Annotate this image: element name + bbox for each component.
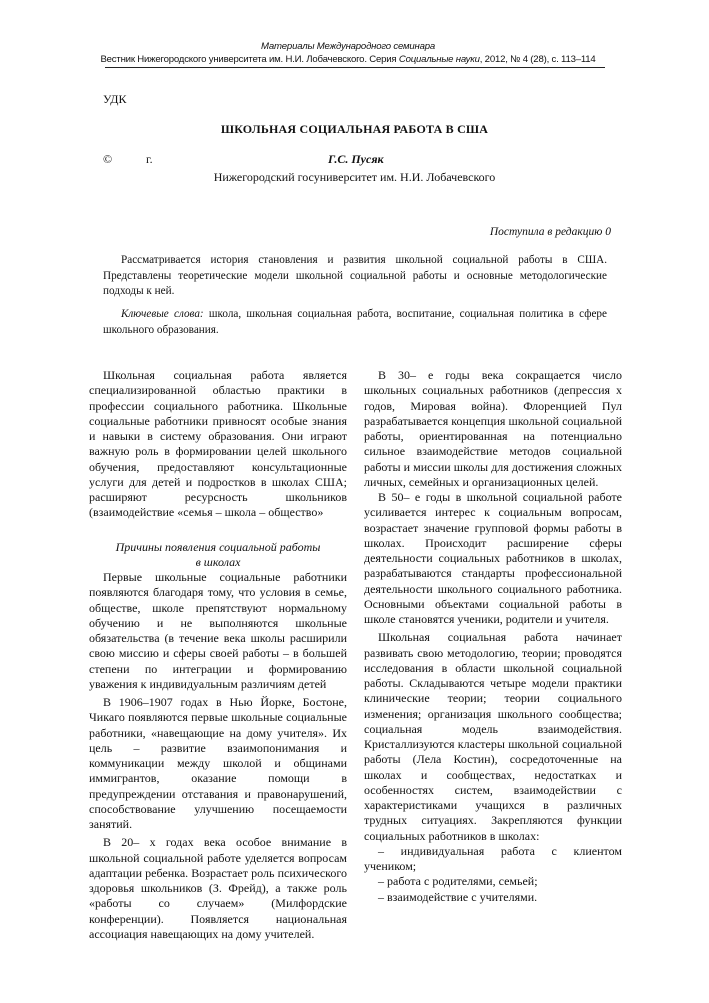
list-item: – индивидуальная работа с клиентом учеником; [364,843,622,873]
citation-prefix: Вестник Нижегородского университета им. Н.И. Лобачевского. Серия [100,54,399,65]
article-title: ШКОЛЬНАЯ СОЦИАЛЬНАЯ РАБОТА В США [220,122,489,136]
section-heading-line: в школах [195,554,241,569]
abstract: Рассматривается история становления и развития школьной социальной работы в США. Представлены теоретические модели школьной социальной работы и основные методологические подходы к ней. [103,254,607,298]
keywords [103,307,607,338]
paragraph: В 1906–1907 годах в Нью Йорке, Бостоне, Чикаго появляются первые школьные социальные работники, «навещающие на дому учителя». Их цель – развитие взаимопонимания и коммуникации между школой и общинами иммигрантов, оказание помощи в предупреждении отставания и правонарушений, способствование улучшению посещаемости занятий. [89,695,347,831]
list-item: – взаимодействие с учителями. [378,889,538,904]
paragraph: В 50– е годы в школьной социальной работе усиливается интерес к социальным вопросам, возрастает значение групповой формы работы в школах. Происходит расширение сферы деятельности социальных работников в школах, разрабатываются стандарты профессиональной деятельности школьного социального работника. Основными объектами социальной работы в школе становятся ученики, родители и учителя. [364,490,622,626]
keywords-text: школа, школьная социальная работа, воспитание, социальная политика в сфере школьного образования. [103,308,607,336]
paragraph: В 20– х годах века особое внимание в школьной социальной работе уделяется вопросам адаптации ребенка. Возрастает роль психического здоровья школьников (З. Фрейд), а также роль «работы со случаем» (Милфордские конференции). Появляется национальная ассоциация навещающих на дому учителей. [89,835,347,941]
citation-series: Социальные науки [398,54,480,65]
left-column [89,368,347,942]
author-affiliation: Нижегородский госуниверситет им. Н.И. Лобачевского [213,170,496,184]
paragraph: Первые школьные социальные работники появляются благодаря тому, что условия в семье, обществе, школе препятствуют нормальному обучению и не выполняются школьные обязательства (в течение века школы расширили свою миссию и сферы своей работы – в большей степени по интеграции и формированию уважения к индивидуальным различиям детей [89,570,347,691]
journal-header-citation [88,54,608,65]
section-heading-line: Причины появления социальной работы [115,539,321,554]
copyright-sign: © [103,152,113,166]
citation-suffix: , 2012, № 4 (28), с. 113–114 [479,54,596,65]
right-column [364,368,622,905]
received-date: Поступила в редакцию 0 [489,226,611,238]
paragraph: Школьная социальная работа начинает развивать свою методологию, теории; проводятся исследования в области школьной социальной работы. Складываются четыре модели практики клинические теории; теории социального изменения; организация школьного сообщества; социальная модель взаимодействия. Кристаллизуются кластеры школьной социальной работы (Лела Костин), сосредоточенные на школах и сообществах, недостатках и особенностях систем, взаимодействии с характеристиками учащихся в различных трудных ситуациях. Закрепляются функции социальных работников в школах: [364,630,622,843]
keywords-label: Ключевые слова: [121,308,204,320]
list-item: – работа с родителями, семьей; [378,874,538,889]
paragraph: В 30– е годы века сокращается число школьных социальных работников (депрессия х годов, Мировая война). Флоренцией Пул разрабатывается концепция школьной социальной работы, ориентированная на потенциально сильное взаимодействие методов социальной работы и миссии школы для достижения сложных личных, семейных и организационных целей. [364,368,622,489]
header-rule [105,67,605,68]
journal-header-seminar: Материалы Международного семинара [260,41,436,52]
paragraph: Школьная социальная работа является специализированной областью практики в профессии социального работника. Школьные социальные работники привносят особые знания и навыки в систему образования. Они играют важную роль в формировании целей школьного обучения, предоставляют консультационные услуги для детей и подростков в школах США; расширяют ресурсность школьников (взаимодействие «семья – школа – общество» [89,368,347,520]
year-label: г. [146,152,153,166]
udk-label: УДК [103,92,127,106]
section-heading [89,540,347,571]
author-name: Г.С. Пусяк [328,152,384,166]
